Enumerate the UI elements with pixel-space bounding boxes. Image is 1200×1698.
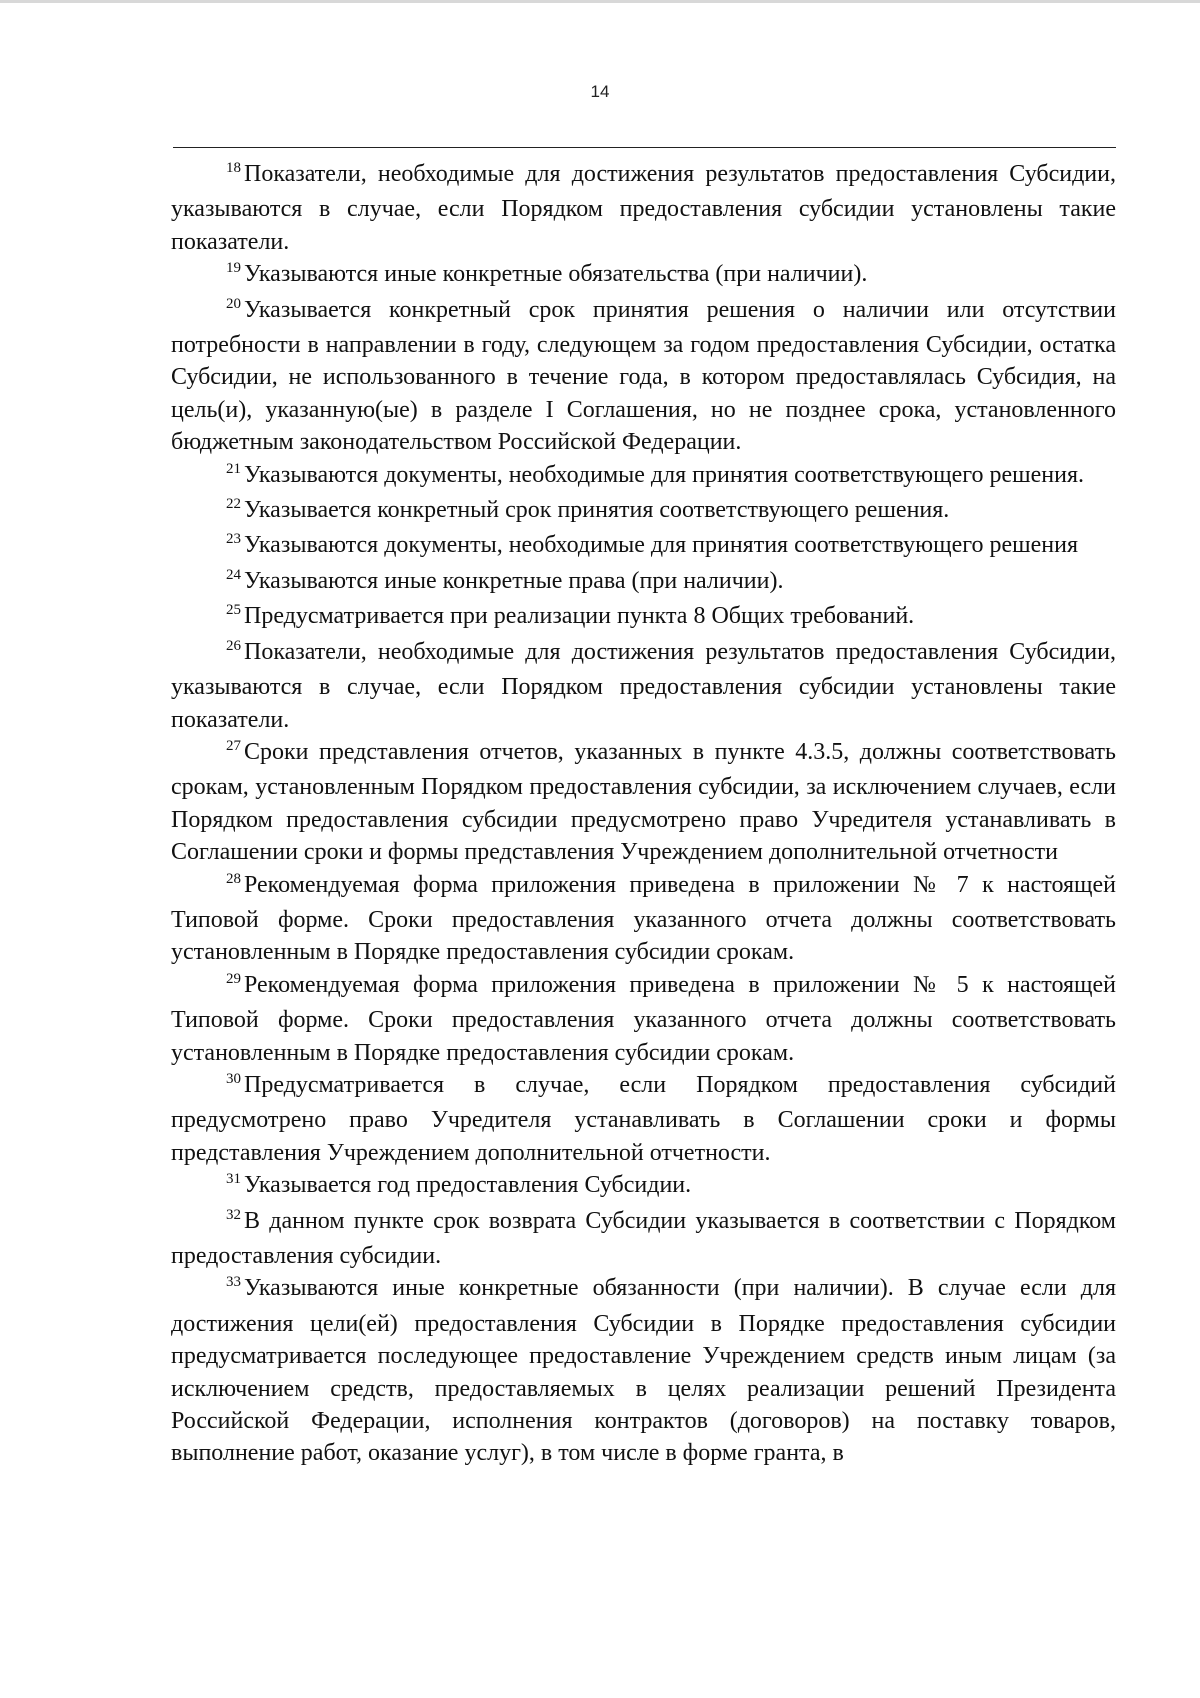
footnote-text: В данном пункте срок возврата Субсидии указывается в соответствии с Порядком предоставления субсидии. (171, 1207, 1116, 1269)
footnote (171, 258, 1116, 293)
scan-edge (0, 0, 1200, 3)
footnote-text: Указываются иные конкретные права (при наличии). (244, 567, 784, 594)
footnote-mark: 22 (226, 496, 241, 513)
footnote-mark: 24 (226, 566, 241, 583)
footnote (171, 565, 1116, 600)
footnote-text: Указываются иные конкретные обязанности (при наличии). В случае если для достижения цели(ей) предоставления Субсидии в Порядке предоставления субсидии предусматривается последующее предоставление Учреждением средств иным лицам (за исключением средств, предоставляемых в целях реализации решений Президента Российской Федерации, исполнения контрактов (договоров) на поставку товаров, выполнение работ, оказание услуг), в том числе в форме гранта, в (171, 1275, 1116, 1467)
footnote-mark: 19 (226, 260, 241, 277)
footnote (171, 158, 1116, 258)
footnote-mark: 32 (226, 1206, 241, 1223)
footnote (171, 969, 1116, 1069)
footnote-text: Рекомендуемая форма приложения приведена в приложении № 7 к настоящей Типовой форме. Сроки предоставления указанного отчета должны соответствовать установленным в Порядке предоставления субсидии срокам. (171, 871, 1116, 966)
page-number: 14 (590, 82, 610, 101)
footnote-mark: 20 (226, 295, 241, 312)
footnote-text: Указывается конкретный срок принятия решения о наличии или отсутствии потребности в направлении в году, следующем за годом предоставления Субсидии, остатка Субсидии, не использованного в течение года, в котором предоставлялась Субсидия, на цель(и), указанную(ые) в разделе I Соглашения, но не позднее срока, установленного бюджетным законодательством Российской Федерации. (171, 296, 1116, 456)
footnote-mark: 25 (226, 602, 241, 619)
footnote-mark: 18 (226, 160, 241, 176)
footnote-text: Предусматривается в случае, если Порядком предоставления субсидий предусмотрено право Учредителя устанавливать в Соглашении сроки и формы представления Учреждением дополнительной отчетности. (171, 1071, 1116, 1166)
footnote-text: Показатели, необходимые для достижения результатов предоставления Субсидии, указываются в случае, если Порядком предоставления субсидии установлены такие показатели. (171, 638, 1116, 733)
footnote-mark: 29 (226, 970, 241, 987)
footnote-text: Предусматривается при реализации пункта 8 Общих требований. (244, 603, 915, 630)
footnote-mark: 31 (226, 1171, 241, 1188)
footnote-text: Указываются документы, необходимые для принятия соответствующего решения (244, 532, 1078, 559)
footnote (171, 1272, 1116, 1469)
footnote (171, 294, 1116, 459)
footnote-separator (173, 147, 1116, 148)
footnote (171, 459, 1116, 494)
footnote-text: Указываются иные конкретные обязательства (при наличии). (244, 261, 868, 288)
footnote-mark: 26 (226, 637, 241, 654)
footnote (171, 529, 1116, 564)
footnote-mark: 28 (226, 870, 241, 887)
footnote-text: Показатели, необходимые для достижения результатов предоставления Субсидии, указываются в случае, если Порядком предоставления субсидии установлены такие показатели. (171, 161, 1116, 255)
footnote (171, 869, 1116, 969)
footnote-mark: 27 (226, 737, 241, 754)
footnote-text: Рекомендуемая форма приложения приведена в приложении № 5 к настоящей Типовой форме. Сроки предоставления указанного отчета должны соответствовать установленным в Порядке предоставления субсидии срокам. (171, 971, 1116, 1066)
footnote-text: Указывается конкретный срок принятия соответствующего решения. (244, 497, 950, 524)
footnote (171, 1069, 1116, 1169)
footnotes-list (171, 158, 1116, 1470)
footnote (171, 494, 1116, 529)
footnote-text: Указывается год предоставления Субсидии. (244, 1172, 692, 1199)
footnote-mark: 30 (226, 1070, 241, 1087)
footnote-mark: 21 (226, 460, 241, 477)
footnote-mark: 33 (226, 1274, 241, 1291)
footnote (171, 600, 1116, 635)
footnote (171, 1169, 1116, 1204)
footnote-mark: 23 (226, 531, 241, 548)
footnote-text: Сроки представления отчетов, указанных в пункте 4.3.5, должны соответствовать срокам, установленным Порядком предоставления субсидии, за исключением случаев, если Порядком предоставления субсидии предусмотрено право Учредителя устанавливать в Соглашении сроки и формы представления Учреждением дополнительной отчетности (171, 738, 1116, 866)
footnote (171, 736, 1116, 869)
footnote (171, 1205, 1116, 1273)
footnote-text: Указываются документы, необходимые для принятия соответствующего решения. (244, 461, 1084, 488)
footnote (171, 636, 1116, 736)
